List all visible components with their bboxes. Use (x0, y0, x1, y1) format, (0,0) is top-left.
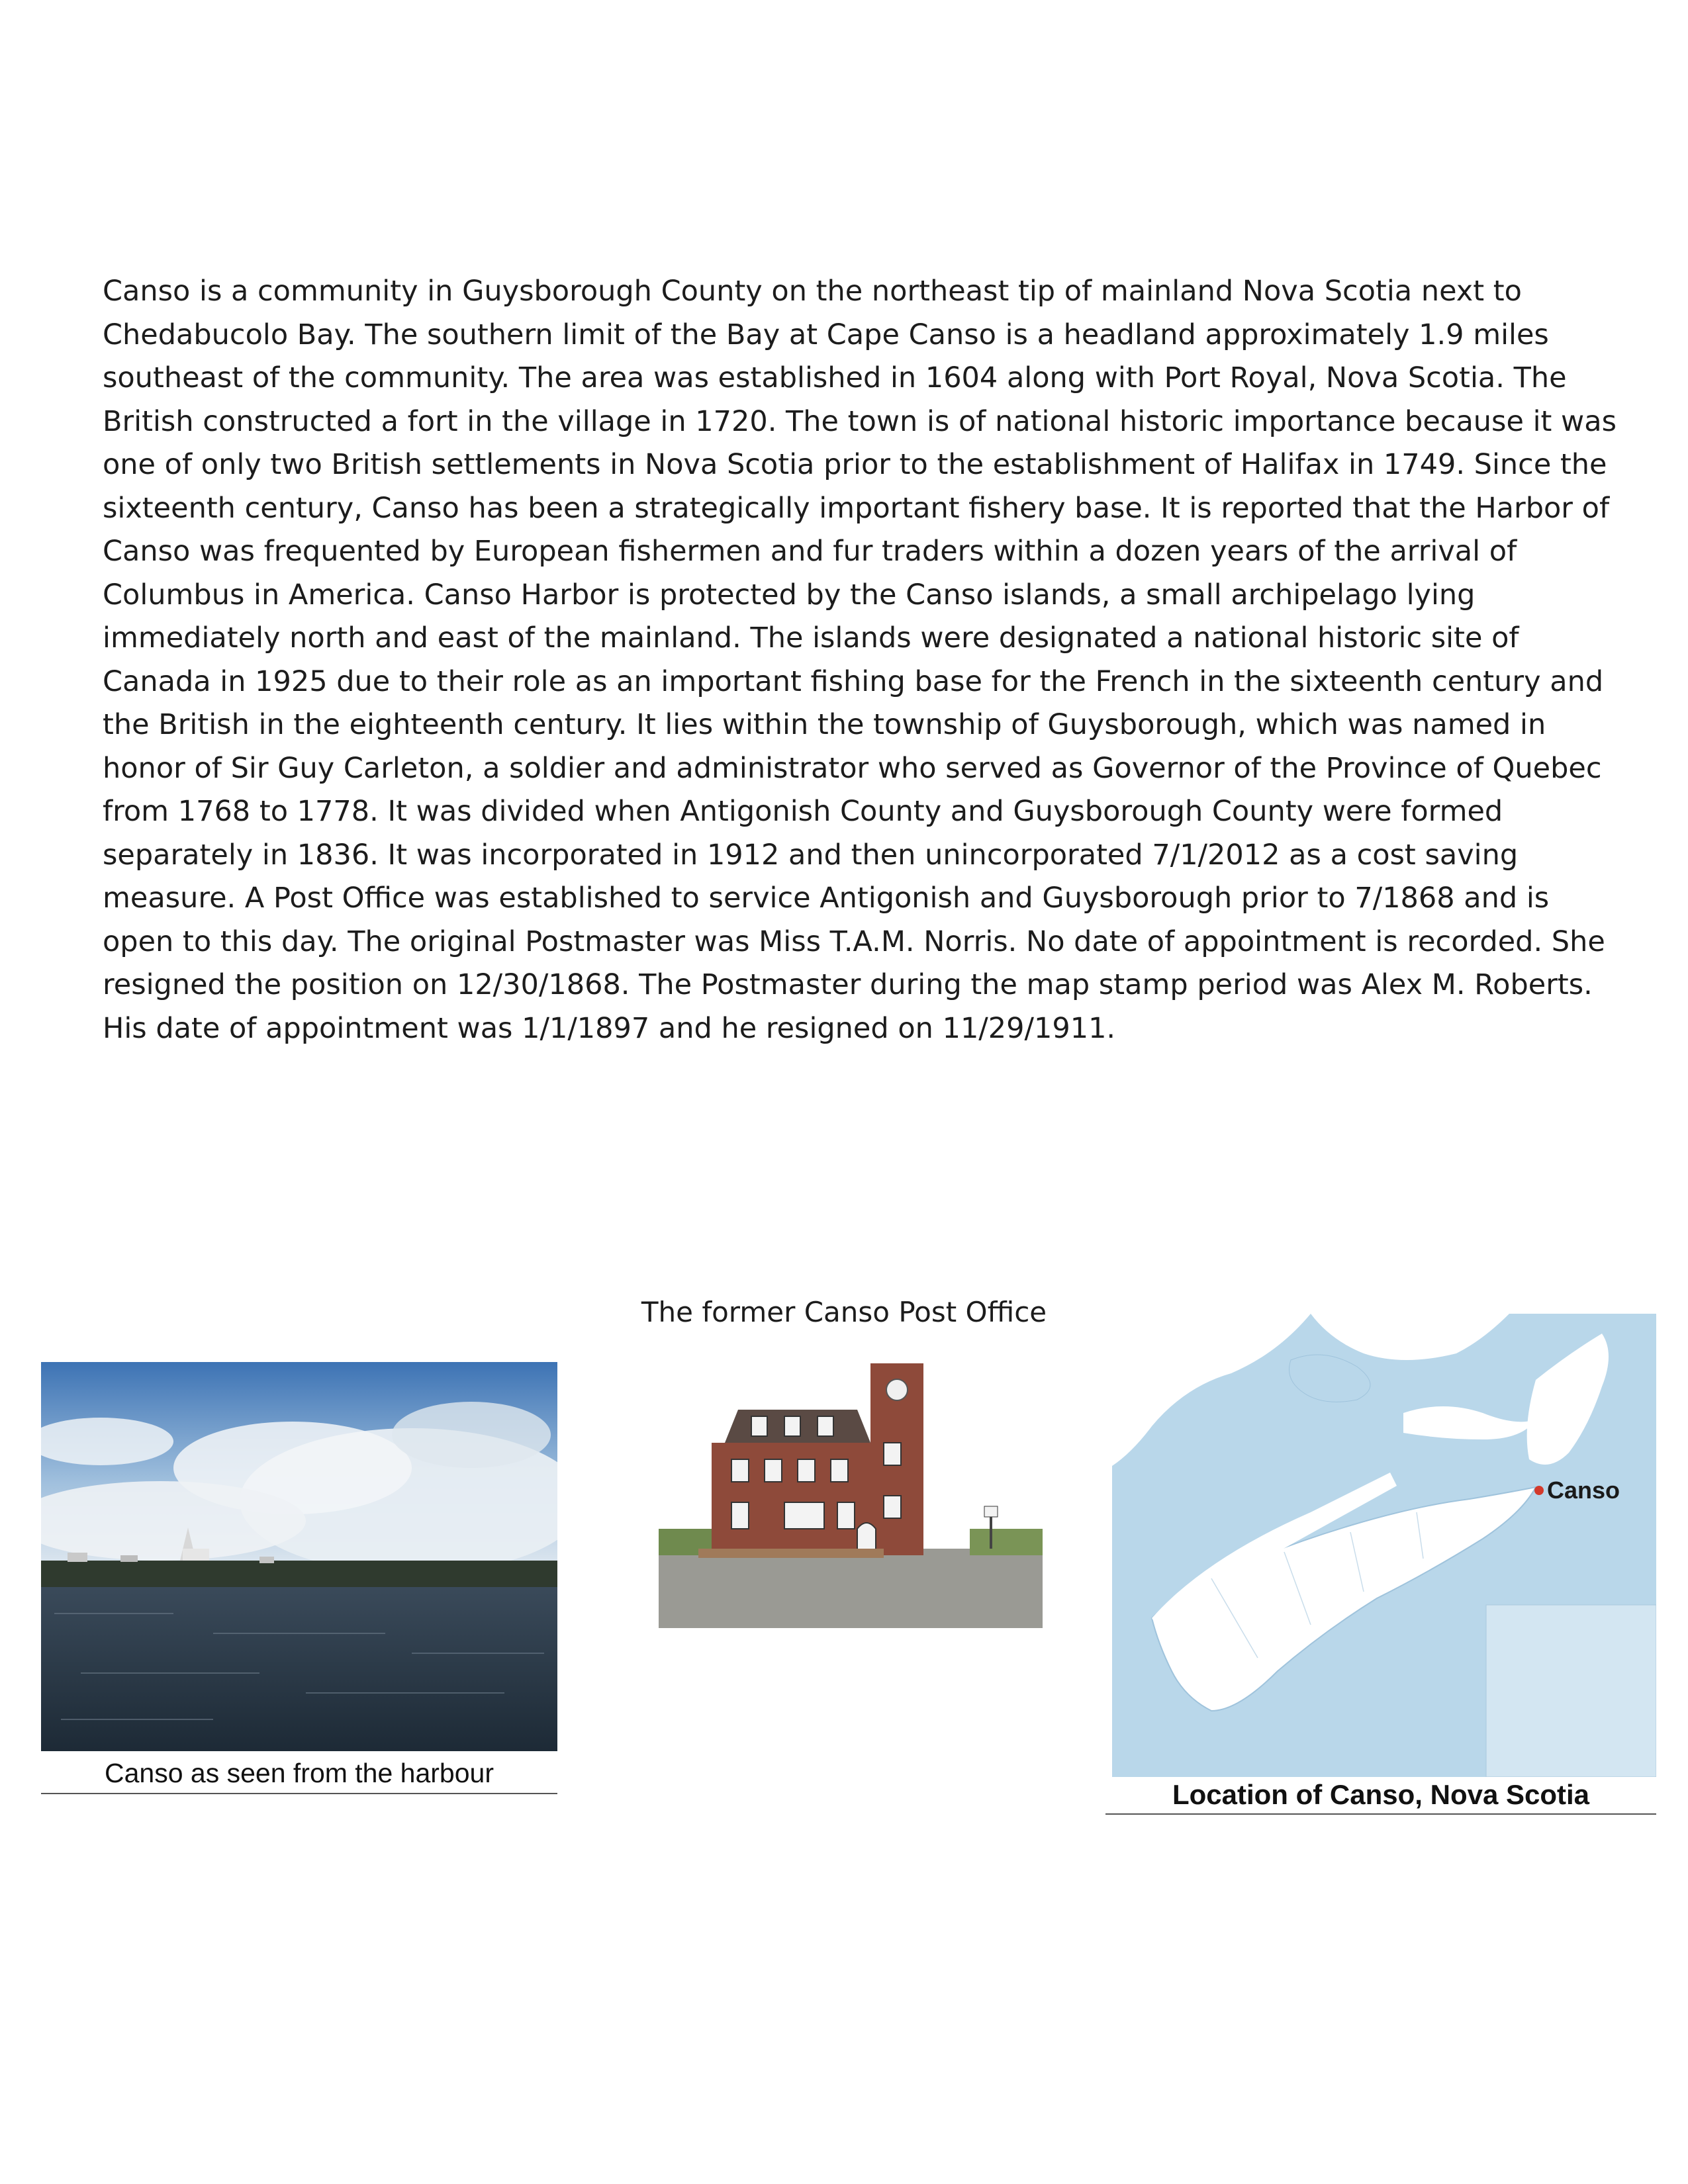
post-office-title: The former Canso Post Office (641, 1296, 1047, 1328)
nova-scotia-map (1112, 1314, 1656, 1777)
map-caption: Location of Canso, Nova Scotia (1105, 1779, 1656, 1815)
post-office-photo (659, 1350, 1043, 1628)
harbour-photo (41, 1362, 557, 1751)
harbour-figure (41, 1362, 564, 1794)
harbour-caption: Canso as seen from the harbour (41, 1751, 557, 1794)
map-canso-label: Canso (1547, 1477, 1620, 1504)
body-paragraph: Canso is a community in Guysborough County on the northeast tip of mainland Nova Scotia next to Chedabucolo Bay. The southern limit of the Bay at Cape Canso is a headland approximately 1.9 miles southeast of the community. The area was established in 1604 along with Port Royal, Nova Scotia. The British constructed a fort in the village in 1720. The town is of national historic importance because it was one of only two British settlements in Nova Scotia prior to the establishment of Halifax in 1749. Since the sixteenth century, Canso has been a strategically important fishery base. It is reported that the Harbor of Canso was frequented by European fishermen and fur traders within a dozen years of the arrival of Columbus in America. Canso Harbor is protected by the Canso islands, a small archipelago lying immediately north and east of the mainland. The islands were designated a national historic site of Canada in 1925 due to their role as an important fishing base for the French in the sixteenth century and the British in the eighteenth century. It lies within the township of Guysborough, which was named in honor of Sir Guy Carleton, a soldier and administrator who served as Governor of the Province of Quebec from 1768 to 1778. It was divided when Antigonish County and Guysborough County were formed separately in 1836. It was incorporated in 1912 and then unincorporated 7/1/2012 as a cost saving measure. A Post Office was established to service Antigonish and Guysborough prior to 7/1868 and is open to this day. The original Postmaster was Miss T.A.M. Norris. No date of appointment is recorded. She resigned the position on 12/30/1868. The Postmaster during the map stamp period was Alex M. Roberts. His date of appointment was 1/1/1897 and he resigned on 11/29/1911. (103, 275, 1617, 1045)
